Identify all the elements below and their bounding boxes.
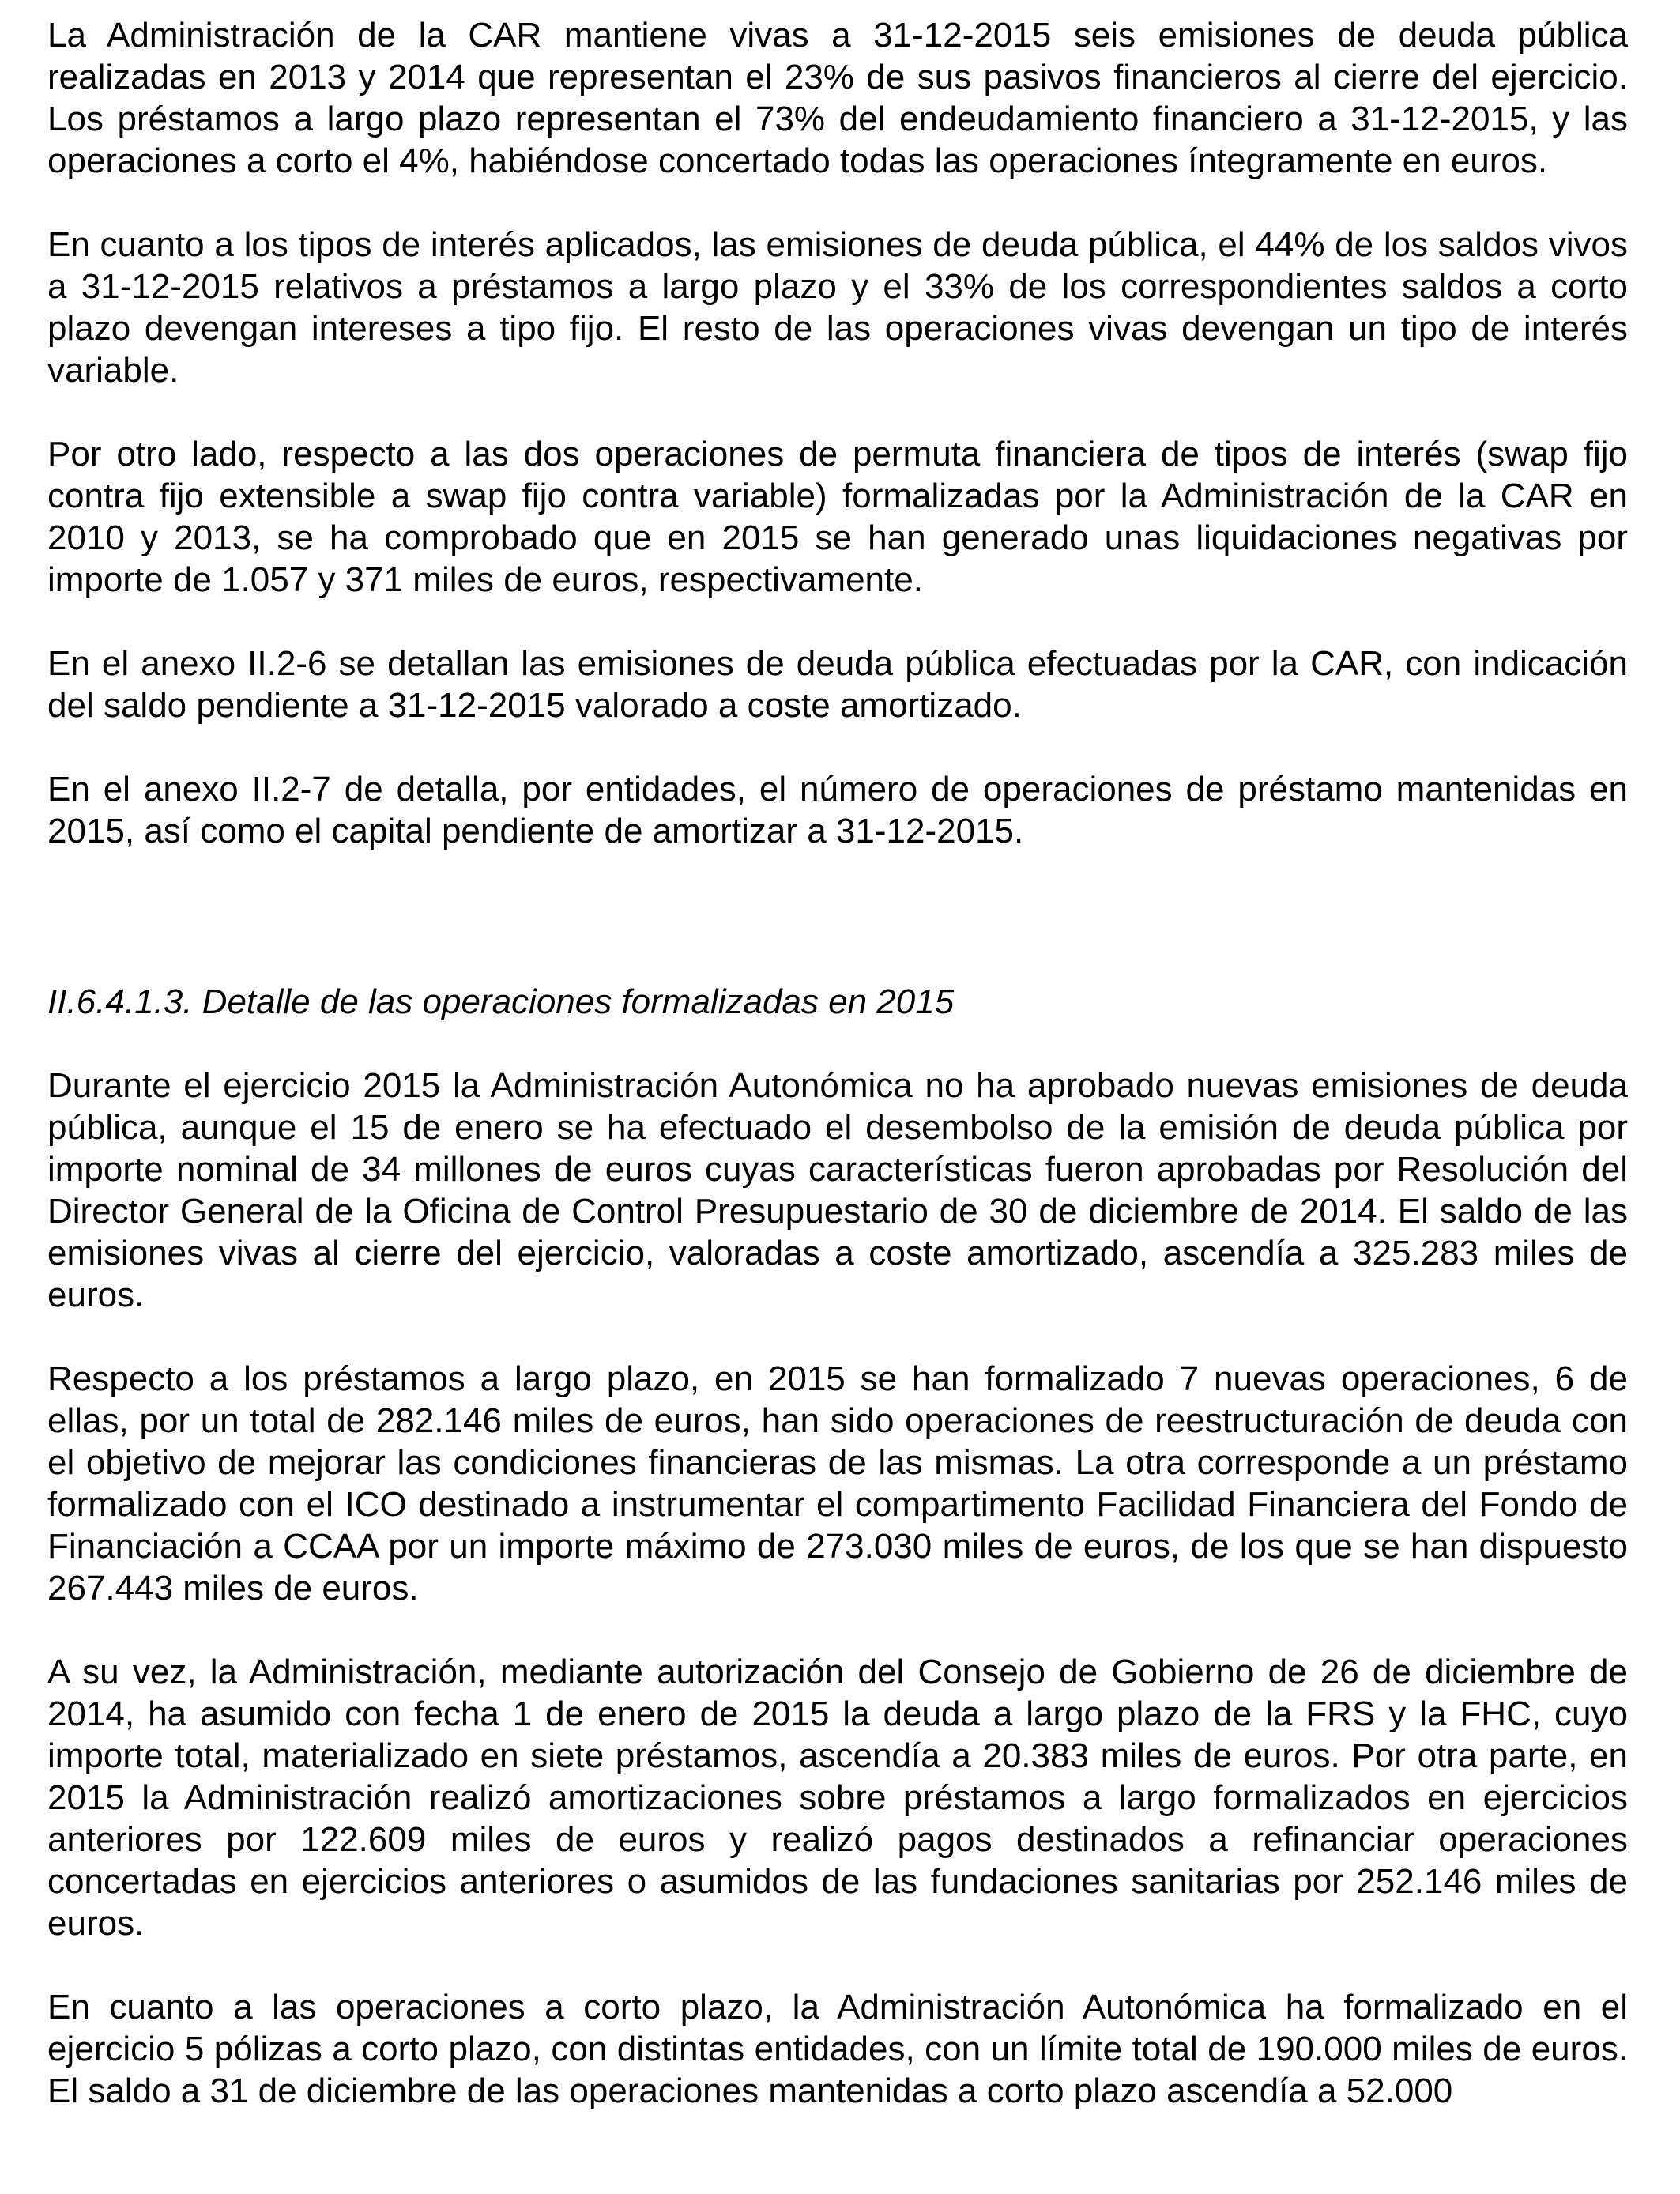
paragraph-long-term-loans: Respecto a los préstamos a largo plazo, en 2015 se han formalizado 7 nuevas operaciones, 6 de ellas, por un total de 282.146 miles de euros, han sido operaciones de reestructuración de deuda con el objetivo de mejorar las condiciones financieras de las mismas. La otra corresponde a un préstamo formalizado con el ICO destinado a instrumentar el compartimento Facilidad Financiera del Fondo de Financiación a CCAA por un importe máximo de 273.030 miles de euros, de los que se han dispuesto 267.443 miles de euros.	[47, 1359, 1628, 1608]
paragraph-swap-operations: Por otro lado, respecto a las dos operaciones de permuta financiera de tipos de interés (swap fijo contra fijo extensible a swap fijo contra variable) formalizadas por la Administración de la CAR en 2010 y 2013, se ha comprobado que en 2015 se han generado unas liquidaciones negativas por importe de 1.057 y 371 miles de euros, respectivamente.	[47, 435, 1628, 599]
paragraph-debt-issuance-2015: Durante el ejercicio 2015 la Administración Autonómica no ha aprobado nuevas emisiones de deuda pública, aunque el 15 de enero se ha efectuado el desembolso de la emisión de deuda pública por importe nominal de 34 millones de euros cuyas características fueron aprobadas por Resolución del Director General de la Oficina de Control Presupuestario de 30 de diciembre de 2014. El saldo de las emisiones vivas al cierre del ejercicio, valoradas a coste amortizado, ascendía a 325.283 miles de euros.	[47, 1066, 1628, 1314]
paragraph-short-term-operations: En cuanto a las operaciones a corto plazo, la Administración Autonómica ha formalizado en el ejercicio 5 pólizas a corto plazo, con distintas entidades, con un límite total de 190.000 miles de euros. El saldo a 31 de diciembre de las operaciones mantenidas a corto plazo ascendía a 52.000	[47, 1988, 1628, 2110]
document-page	[47, 14, 1628, 2112]
paragraph-annex-ii-2-6: En el anexo II.2-6 se detallan las emisiones de deuda pública efectuadas por la CAR, con indicación del saldo pendiente a 31-12-2015 valorado a coste amortizado.	[47, 644, 1628, 725]
paragraph-debt-emissions: La Administración de la CAR mantiene vivas a 31-12-2015 seis emisiones de deuda pública realizadas en 2013 y 2014 que representan el 23% de sus pasivos financieros al cierre del ejercicio. Los préstamos a largo plazo representan el 73% del endeudamiento financiero a 31-12-2015, y las operaciones a corto el 4%, habiéndose concertado todas las operaciones íntegramente en euros.	[47, 16, 1628, 180]
paragraph-interest-rates: En cuanto a los tipos de interés aplicados, las emisiones de deuda pública, el 44% de los saldos vivos a 31-12-2015 relativos a préstamos a largo plazo y el 33% de los correspondientes saldos a corto plazo devengan intereses a tipo fijo. El resto de las operaciones vivas devengan un tipo de interés variable.	[47, 225, 1628, 390]
section-heading: II.6.4.1.3. Detalle de las operaciones formalizadas en 2015	[47, 982, 955, 1021]
paragraph-annex-ii-2-7: En el anexo II.2-7 de detalla, por entidades, el número de operaciones de préstamo mantenidas en 2015, así como el capital pendiente de amortizar a 31-12-2015.	[47, 770, 1628, 850]
section-spacer	[47, 894, 1628, 981]
paragraph-assumed-debt: A su vez, la Administración, mediante autorización del Consejo de Gobierno de 26 de diciembre de 2014, ha asumido con fecha 1 de enero de 2015 la deuda a largo plazo de la FRS y la FHC, cuyo importe total, materializado en siete préstamos, ascendía a 20.383 miles de euros. Por otra parte, en 2015 la Administración realizó amortizaciones sobre préstamos a largo formalizados en ejercicios anteriores por 122.609 miles de euros y realizó pagos destinados a refinanciar operaciones concertadas en ejercicios anteriores o asumidos de las fundaciones sanitarias por 252.146 miles de euros.	[47, 1653, 1628, 1943]
